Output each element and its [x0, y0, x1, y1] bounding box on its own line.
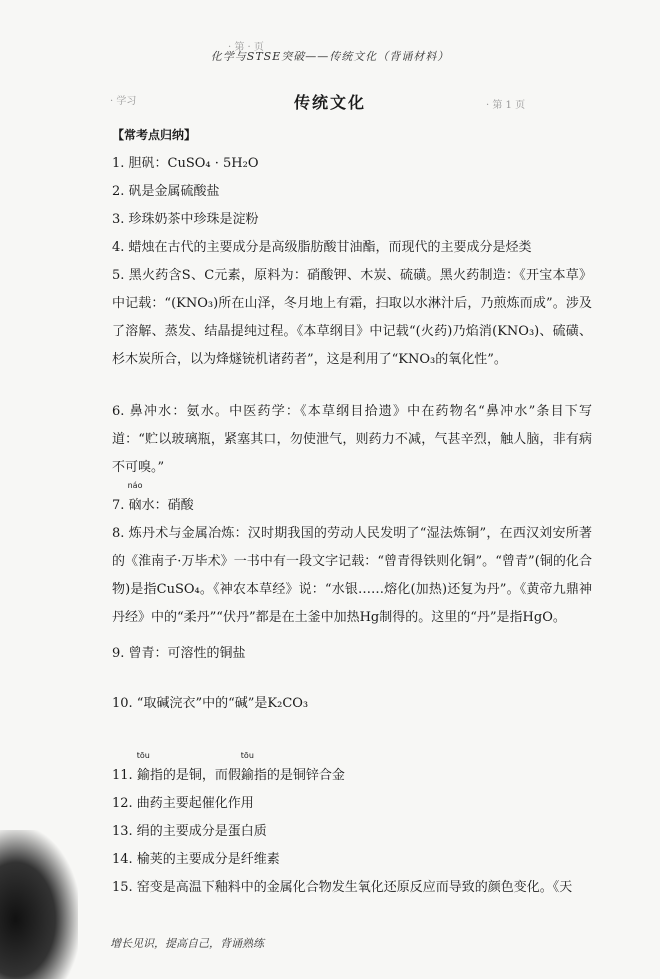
list-item: 2. 矾是金属硫酸盐 [112, 184, 220, 199]
scan-speck: · 学习 [110, 96, 137, 107]
list-item [112, 481, 592, 520]
scan-speck: · 第 · 页 [228, 42, 264, 53]
list-item: 1. 胆矾：CuSO₄ · 5H₂O [112, 156, 259, 171]
item-middle: 指的是铜，而假 [149, 768, 241, 783]
ruby-char [240, 751, 254, 790]
item-suffix: 水：硝酸 [141, 498, 194, 513]
section-label: 【常考点归纳】 [112, 128, 197, 142]
ruby-char [127, 481, 143, 520]
list-item: 6. 鼻冲水：氨水。中医药学：《本草纲目拾遗》中在药物名“鼻冲水”条目下写道：“贮以玻璃瓶，紧塞其口，勿使泄气，则药力不减，气甚辛烈，触人脑，非有病不可嗅。” [112, 404, 592, 475]
ruby-base: 鍮 [136, 768, 150, 783]
scan-shadow [0, 830, 78, 979]
item-suffix: 指的是铜锌合金 [253, 768, 345, 783]
list-item: 15. 窑变是高温下釉料中的金属化合物发生氧化还原反应而导致的颜色变化。《天 [112, 880, 573, 895]
list-item: 12. 曲药主要起催化作用 [112, 796, 254, 811]
ruby-base: 硇 [128, 498, 142, 513]
list-item: 9. 曾青：可溶性的铜盐 [112, 646, 246, 661]
pinyin-annotation: tōu [136, 751, 150, 760]
page-header: 化学与STSE突破——传统文化（背诵材料） [210, 50, 450, 63]
ruby-base: 鍮 [240, 768, 254, 783]
list-item: 14. 榆荚的主要成分是纤维素 [112, 852, 280, 867]
item-prefix: 11. [112, 768, 137, 783]
item-prefix: 7. [112, 498, 129, 513]
page-footer: 增长见识，提高自己，背诵熟练 [110, 937, 264, 950]
list-item: 4. 蜡烛在古代的主要成分是高级脂肪酸甘油酯，而现代的主要成分是烃类 [112, 240, 532, 255]
page-title: 传统文化 [293, 93, 366, 112]
pinyin-annotation: tōu [240, 751, 254, 760]
pinyin-annotation: náo [127, 481, 143, 490]
list-item: 10. “取碱浣衣”中的“碱”是K₂CO₃ [112, 696, 309, 711]
scan-speck: · 第 1 页 [486, 100, 526, 111]
list-item: 5. 黑火药含S、C元素，原料为：硝酸钾、木炭、硫磺。黑火药制造：《开宝本草》中记载：“(KNO₃)所在山泽，冬月地上有霜，扫取以水淋汁后，乃煎炼而成”。涉及了溶解、蒸发、结晶提纯过程。《本草纲目》中记载“(火药)乃焰消(KNO₃)、硫磺、杉木炭所合，以为烽燧铳机诸药者”，这是利用了“KNO₃的氧化性”。 [112, 268, 592, 367]
list-item: 8. 炼丹术与金属冶炼：汉时期我国的劳动人民发明了“湿法炼铜”，在西汉刘安所著的《淮南子·万毕术》一书中有一段文字记载：“曾青得铁则化铜”。“曾青”(铜的化合物)是指CuSO₄。《神农本草经》说：“水银……熔化(加热)还复为丹”。《黄帝九鼎神丹经》中的“柔丹”“伏丹”都是在土釜中加热Hg制得的。这里的“丹”是指HgO。 [112, 526, 592, 625]
list-item: 13. 绢的主要成分是蛋白质 [112, 824, 267, 839]
list-item: 3. 珍珠奶茶中珍珠是淀粉 [112, 212, 259, 227]
list-item [112, 751, 592, 790]
ruby-char [136, 751, 150, 790]
